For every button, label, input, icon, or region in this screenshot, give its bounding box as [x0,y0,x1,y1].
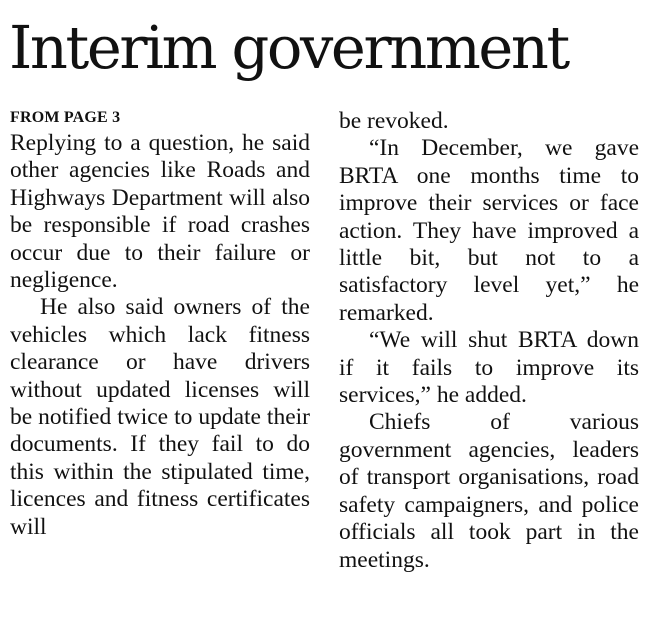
right-column [339,108,639,574]
paragraph: He also said owners of the vehicles which lack fitness clearance or have drivers without updated licenses will be notified twice to update their documents. If they fail to do this within the stipulated time, licences and fitness certificates will [10,294,310,540]
paragraph: “We will shut BRTA down if it fails to improve its services,” he added. [339,327,639,409]
paragraph: Chiefs of various government agencies, leaders of transport organisations, road safety campaigners, and police officials all took part in the meetings. [339,409,639,573]
paragraph: “In December, we gave BRTA one months time to improve their services or face action. They have improved a little bit, but not to a satisfactory level yet,” he remarked. [339,135,639,326]
headline: Interim government [9,13,568,82]
paragraph: be revoked. [339,108,449,134]
left-column [10,130,310,541]
paragraph: Replying to a question, he said other agencies like Roads and Highways Department will also be responsible if road crashes occur due to their failure or negligence. [10,130,310,294]
continuation-kicker: FROM PAGE 3 [10,109,121,126]
